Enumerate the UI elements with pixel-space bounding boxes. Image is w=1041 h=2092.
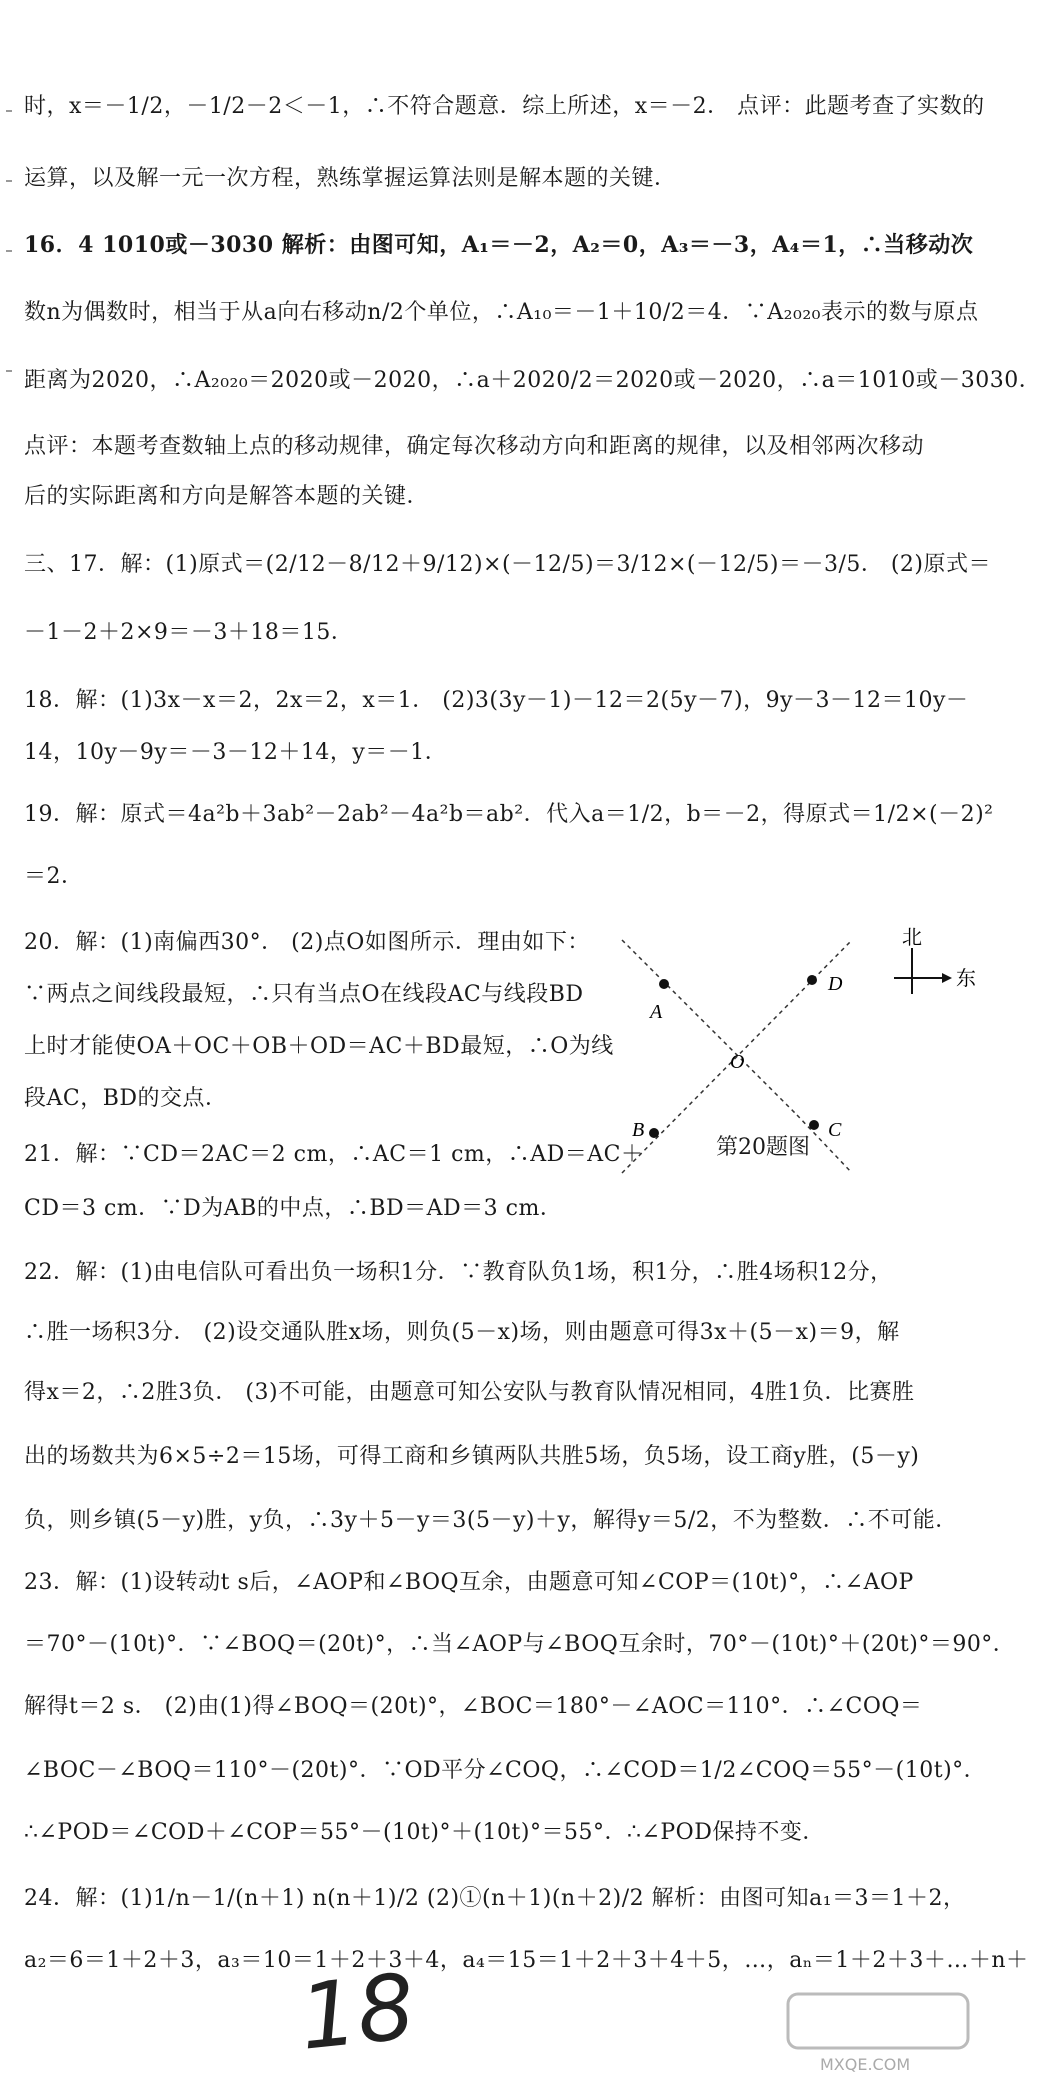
answer-line: 时，x＝－1/2，－1/2－2＜－1，∴不符合题意．综上所述，x＝－2． 点评：此题考查了实数的 [24, 94, 985, 119]
answer-line: ＝70°－(10t)°．∵∠BOQ＝(20t)°，∴当∠AOP与∠BOQ互余时，70°－(10t)°＋(20t)°＝90°． [24, 1632, 1016, 1657]
point-a-dot [659, 979, 669, 989]
compass-east-label: 东 [956, 966, 976, 990]
point-b-label: B [632, 1119, 645, 1141]
answer-line: 后的实际距离和方向是解答本题的关键． [24, 484, 430, 509]
answer-line: 距离为2020，∴A₂₀₂₀＝2020或－2020，∴a＋2020/2＝2020或－2020，∴a＝1010或－3030． [24, 368, 1041, 393]
page-number: 18 [294, 1954, 420, 2071]
answer-line: 运算，以及解一元一次方程，熟练掌握运算法则是解本题的关键． [24, 166, 677, 191]
answer-line: －1－2＋2×9＝－3＋18＝15． [24, 620, 354, 645]
point-d-dot [807, 975, 817, 985]
margin-dash [6, 110, 12, 112]
line-ac [622, 940, 797, 1115]
margin-dash [6, 250, 12, 252]
answer-line: 上时才能使OA＋OC＋OB＋OD＝AC＋BD最短，∴O为线 [24, 1034, 614, 1059]
answer-line: 数n为偶数时，相当于从a向右移动n/2个单位，∴A₁₀＝－1＋10/2＝4．∵A₂₀₂₀表示的数与原点 [24, 300, 979, 325]
answer-line: 三、17．解：(1)原式＝(2/12－8/12＋9/12)×(－12/5)＝3/12×(－12/5)＝－3/5． (2)原式＝ [24, 552, 992, 577]
point-b-dot [649, 1128, 659, 1138]
answer-line: 14，10y－9y＝－3－12＋14，y＝－1． [24, 740, 448, 765]
watermark-logo [780, 1990, 980, 2080]
compass-north-label: 北 [902, 925, 922, 949]
watermark-text: MXQE.COM [820, 2055, 911, 2074]
answer-line: 22．解：(1)由电信队可看出负一场积1分．∵教育队负1场，积1分，∴胜4场积12分， [24, 1260, 893, 1285]
answer-line: 24．解：(1)1/n－1/(n＋1) n(n＋1)/2 (2)①(n＋1)(n＋2)/2 解析：由图可知a₁＝3＝1＋2， [24, 1886, 966, 1911]
answer-line: 16．4 1010或－3030 解析：由图可知，A₁＝－2，A₂＝0，A₃＝－3，A₄＝1，∴当移动次 [24, 232, 974, 258]
answer-line: ∴∠POD＝∠COD＋∠COP＝55°－(10t)°＋(10t)°＝55°．∴∠POD保持不变． [24, 1820, 825, 1845]
answer-line: 21．解：∵CD＝2AC＝2 cm，∴AC＝1 cm，∴AD＝AC＋ [24, 1142, 644, 1167]
answer-line: 23．解：(1)设转动t s后，∠AOP和∠BOQ互余，由题意可知∠COP＝(10t)°，∴∠AOP [24, 1570, 914, 1595]
margin-dash [6, 180, 12, 182]
answer-line: 点评：本题考查数轴上点的移动规律，确定每次移动方向和距离的规律，以及相邻两次移动 [24, 434, 925, 459]
answer-line: 20．解：(1)南偏西30°． (2)点O如图所示．理由如下： [24, 930, 590, 955]
answer-line: 18．解：(1)3x－x＝2，2x＝2，x＝1． (2)3(3y－1)－12＝2(5y－7)，9y－3－12＝10y－ [24, 688, 969, 713]
answer-line: 出的场数共为6×5÷2＝15场，可得工商和乡镇两队共胜5场，负5场，设工商y胜，(5－y) [24, 1444, 920, 1469]
figure-caption: 第20题图 [716, 1135, 810, 1160]
compass-east-arrow [942, 973, 952, 983]
answer-line: ∠BOC－∠BOQ＝110°－(20t)°．∵OD平分∠COQ，∴∠COD＝1/2∠COQ＝55°－(10t)°． [24, 1758, 987, 1783]
point-c-label: C [828, 1119, 842, 1141]
point-o-label: O [730, 1051, 745, 1073]
answer-line: CD＝3 cm．∵D为AB的中点，∴BD＝AD＝3 cm． [24, 1196, 563, 1221]
margin-dash [6, 370, 12, 372]
answer-line: ∴胜一场积3分． (2)设交通队胜x场，则负(5－x)场，则由题意可得3x＋(5－x)＝9，解 [24, 1320, 900, 1345]
point-a-label: A [650, 1001, 663, 1023]
point-d-label: D [828, 973, 843, 995]
answer-line: 得x＝2，∴2胜3负． (3)不可能，由题意可知公安队与教育队情况相同，4胜1负．比赛胜 [24, 1380, 915, 1405]
answer-line: 解得t＝2 s． (2)由(1)得∠BOQ＝(20t)°，∠BOC＝180°－∠AOC＝110°．∴∠COQ＝ [24, 1694, 923, 1719]
answer-line: a₂＝6＝1＋2＋3，a₃＝10＝1＋2＋3＋4，a₄＝15＝1＋2＋3＋4＋5，…，aₙ＝1＋2＋3＋…＋n＋ [24, 1948, 1029, 1973]
answer-line: ∵两点之间线段最短，∴只有当点O在线段AC与线段BD [24, 982, 584, 1007]
answer-line: 段AC，BD的交点． [24, 1086, 228, 1111]
point-c-dot [809, 1120, 819, 1130]
answer-line: 19．解：原式＝4a²b＋3ab²－2ab²－4a²b＝ab²．代入a＝1/2，b＝－2，得原式＝1/2×(－2)² [24, 802, 994, 827]
answer-line: ＝2． [24, 864, 84, 889]
answer-line: 负，则乡镇(5－y)胜，y负，∴3y＋5－y＝3(5－y)＋y，解得y＝5/2，不为整数．∴不可能． [24, 1508, 958, 1533]
